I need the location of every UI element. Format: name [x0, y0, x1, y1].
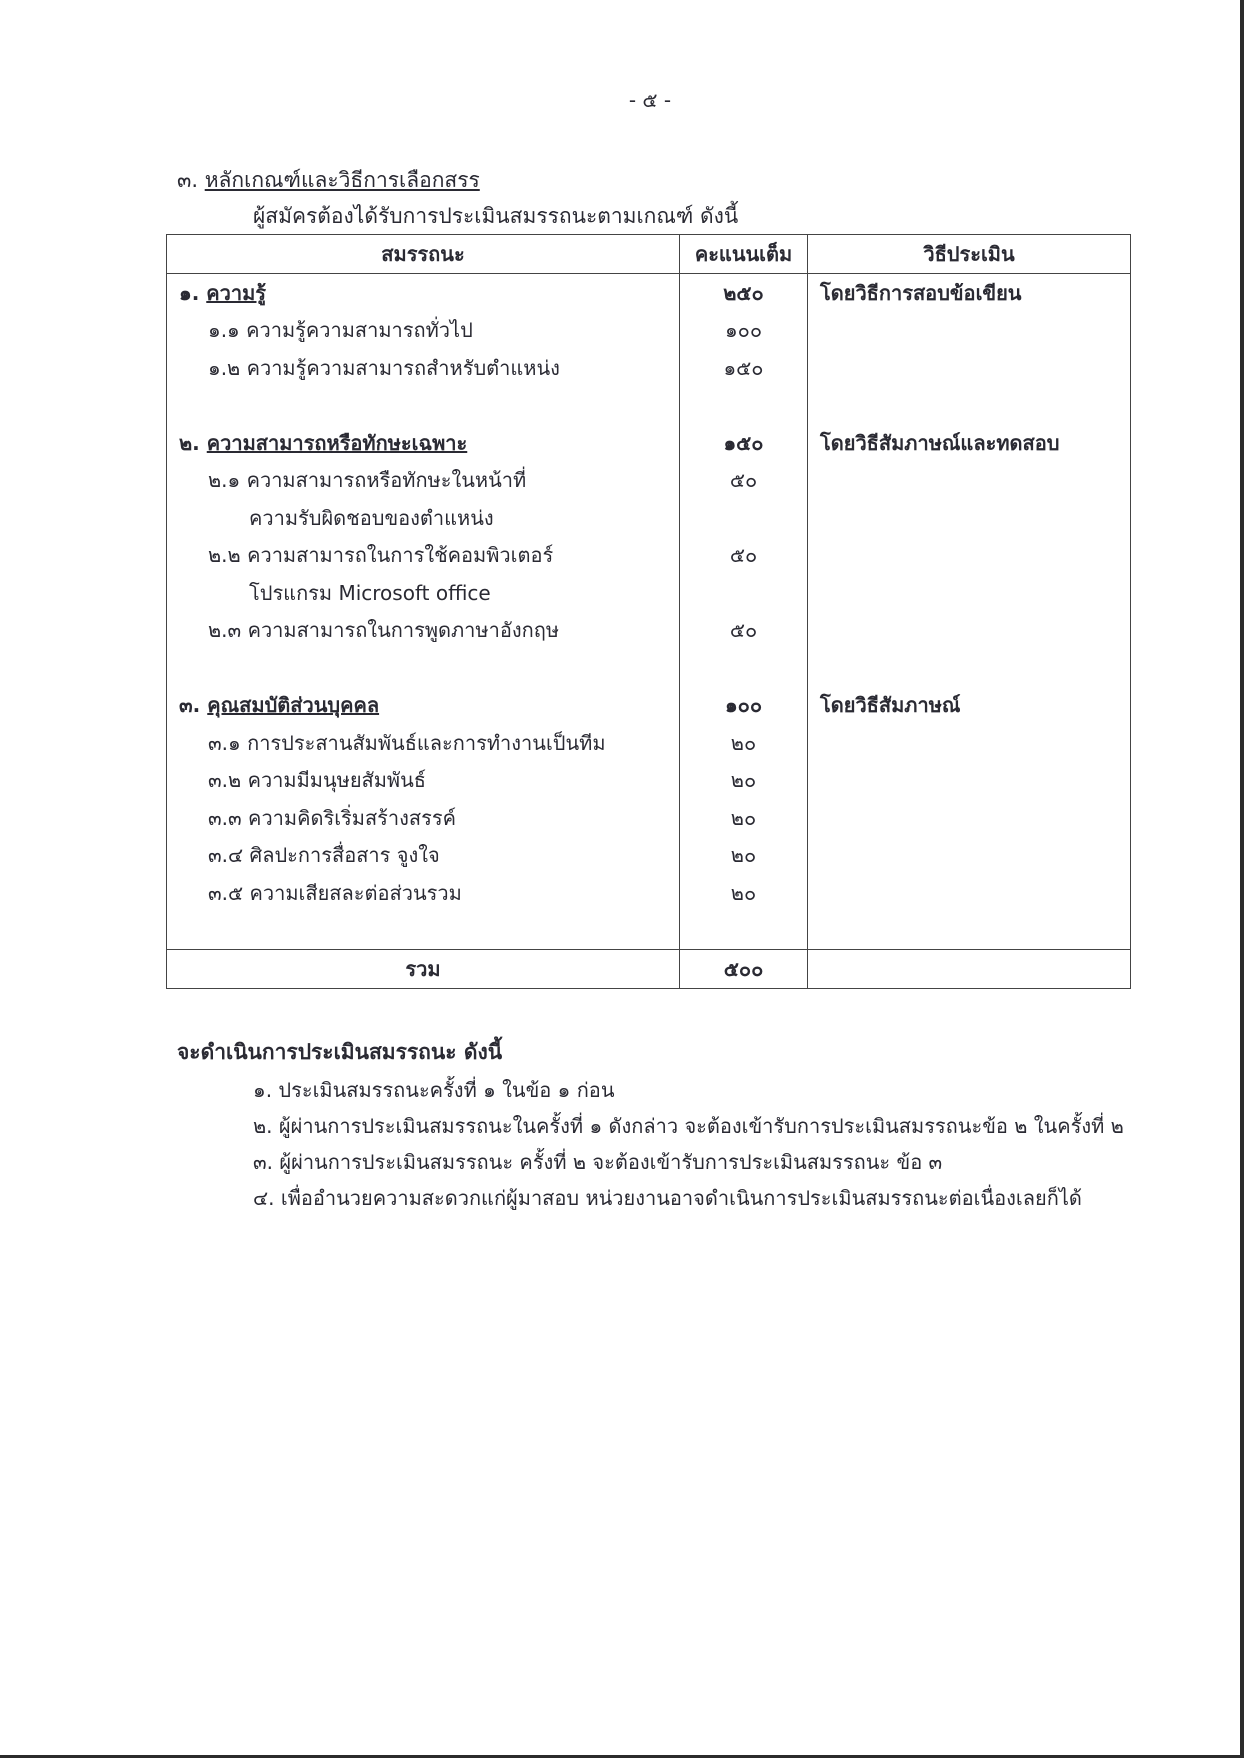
table-header-row [167, 235, 1131, 274]
item-label: ๓.๑ การประสานสัมพันธ์และการทำงานเป็นทีม [167, 724, 680, 762]
group-title: ความรู้ [206, 280, 267, 305]
group-heading [167, 687, 680, 725]
item-score: ๕๐ [680, 462, 808, 500]
item-score: ๕๐ [680, 537, 808, 575]
group-method: โดยวิธีการสอบข้อเขียน [808, 274, 1131, 312]
group-score: ๑๐๐ [680, 687, 808, 725]
table-row [167, 687, 1131, 725]
group-method: โดยวิธีสัมภาษณ์ [808, 687, 1131, 725]
header-method: วิธีประเมิน [808, 235, 1131, 274]
header-competency: สมรรถนะ [167, 235, 680, 274]
total-score: ๕๐๐ [680, 950, 808, 989]
section-intro: ผู้สมัครต้องได้รับการประเมินสมรรถนะตามเกณฑ์ ดังนี้ [253, 204, 739, 228]
table-row [167, 537, 1131, 575]
item-score: ๑๕๐ [680, 349, 808, 387]
item-label: ๓.๒ ความมีมนุษยสัมพันธ์ [167, 762, 680, 800]
group-number: ๑. [179, 280, 200, 305]
group-heading [167, 274, 680, 312]
header-full-score: คะแนนเต็ม [680, 235, 808, 274]
item-label: ๒.๑ ความสามารถหรือทักษะในหน้าที่ [167, 462, 680, 500]
procedure-step: ๑. ประเมินสมรรถนะครั้งที่ ๑ ในข้อ ๑ ก่อน [253, 1078, 615, 1102]
group-number: ๓. [179, 693, 201, 718]
item-score: ๒๐ [680, 837, 808, 875]
table-row [167, 499, 1131, 537]
table-row [167, 612, 1131, 650]
table-row [167, 349, 1131, 387]
group-score: ๑๕๐ [680, 424, 808, 462]
table-total-row [167, 950, 1131, 989]
group-method: โดยวิธีสัมภาษณ์และทดสอบ [808, 424, 1131, 462]
table-row [167, 424, 1131, 462]
item-label: ๑.๑ ความรู้ความสามารถทั่วไป [167, 312, 680, 350]
item-label: ๓.๔ ศิลปะการสื่อสาร จูงใจ [167, 837, 680, 875]
group-heading [167, 424, 680, 462]
page-number: - ๕ - [628, 88, 672, 112]
procedure-list [253, 1072, 1124, 1216]
procedure-step: ๔. เพื่ออำนวยความสะดวกแก่ผู้มาสอบ หน่วยงานอาจดำเนินการประเมินสมรรถนะต่อเนื่องเลยก็ได้ [253, 1186, 1082, 1210]
item-label-continued: ความรับผิดชอบของตำแหน่ง [167, 499, 680, 537]
procedure-step: ๒. ผู้ผ่านการประเมินสมรรถนะในครั้งที่ ๑ ดังกล่าว จะต้องเข้ารับการประเมินสมรรถนะข้อ ๒ ในครั้งที่ ๒ [253, 1114, 1124, 1138]
section-title: หลักเกณฑ์และวิธีการเลือกสรร [204, 168, 480, 192]
table-row [167, 762, 1131, 800]
item-label: ๒.๒ ความสามารถในการใช้คอมพิวเตอร์ [167, 537, 680, 575]
table-row [167, 274, 1131, 312]
table-row [167, 462, 1131, 500]
section-heading [177, 164, 480, 197]
table-row [167, 574, 1131, 612]
group-title: ความสามารถหรือทักษะเฉพาะ [206, 430, 468, 455]
item-score: ๒๐ [680, 762, 808, 800]
group-score: ๒๕๐ [680, 274, 808, 312]
item-score: ๒๐ [680, 874, 808, 912]
table-row [167, 724, 1131, 762]
item-label-continued: โปรแกรม Microsoft office [167, 574, 680, 612]
item-score: ๕๐ [680, 612, 808, 650]
scan-edge-right [1240, 0, 1244, 1758]
group-title: คุณสมบัติส่วนบุคคล [207, 693, 380, 718]
group-number: ๒. [179, 430, 200, 455]
procedure-title: จะดำเนินการประเมินสมรรถนะ ดังนี้ [177, 1040, 503, 1064]
item-label: ๒.๓ ความสามารถในการพูดภาษาอังกฤษ [167, 612, 680, 650]
item-label: ๑.๒ ความรู้ความสามารถสำหรับตำแหน่ง [167, 349, 680, 387]
table-row [167, 799, 1131, 837]
procedure-step: ๓. ผู้ผ่านการประเมินสมรรถนะ ครั้งที่ ๒ จะต้องเข้ารับการประเมินสมรรถนะ ข้อ ๓ [253, 1150, 943, 1174]
item-score: ๒๐ [680, 799, 808, 837]
table-row [167, 874, 1131, 912]
item-score: ๑๐๐ [680, 312, 808, 350]
section-number: ๓. [177, 168, 199, 192]
item-label: ๓.๓ ความคิดริเริ่มสร้างสรรค์ [167, 799, 680, 837]
table-row [167, 312, 1131, 350]
competency-table [166, 234, 1131, 989]
table-row [167, 837, 1131, 875]
item-label: ๓.๕ ความเสียสละต่อส่วนรวม [167, 874, 680, 912]
item-score: ๒๐ [680, 724, 808, 762]
total-label: รวม [167, 950, 680, 989]
